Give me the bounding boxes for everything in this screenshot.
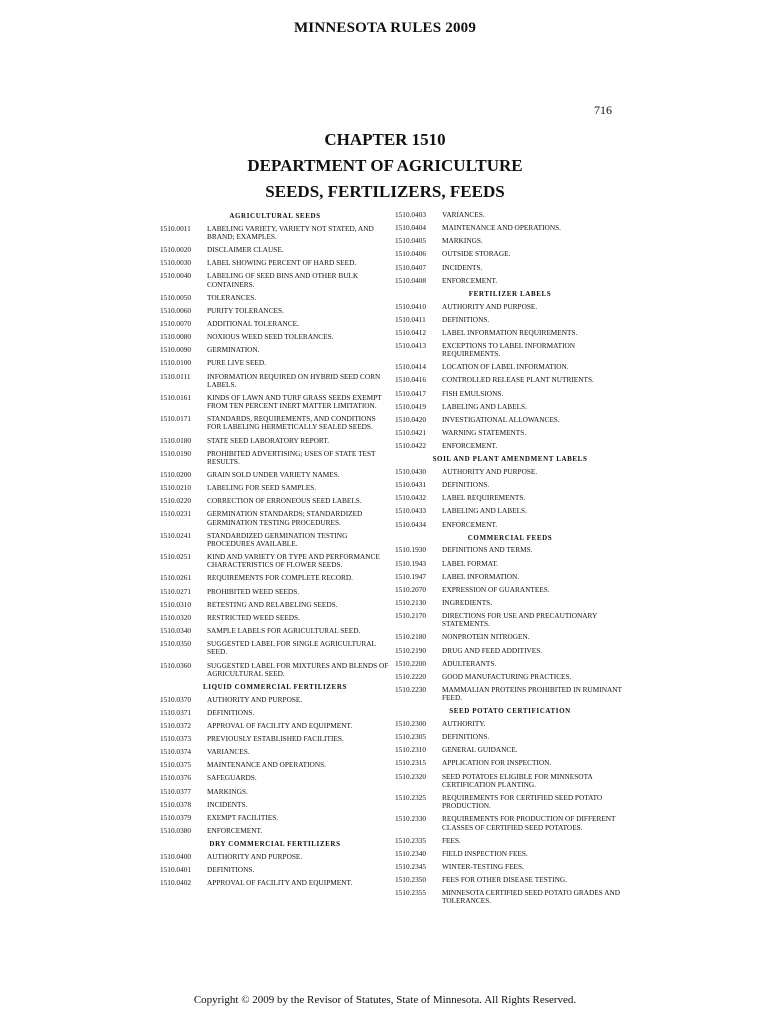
rule-number: 1510.2170 bbox=[395, 611, 427, 621]
rule-number: 1510.0400 bbox=[160, 851, 192, 861]
rule-entry bbox=[395, 416, 625, 424]
rule-title: LABELING AND LABELS. bbox=[442, 506, 527, 516]
rule-title: KIND AND VARIETY OR TYPE AND PERFORMANCE CHARACTERISTICS OF FLOWER SEEDS. bbox=[207, 552, 380, 570]
rule-entry bbox=[395, 599, 625, 607]
rule-entry bbox=[160, 853, 390, 861]
rule-number: 1510.0377 bbox=[160, 786, 192, 796]
rule-title: FEES. bbox=[442, 835, 461, 845]
rule-number: 1510.0434 bbox=[395, 519, 427, 529]
rule-number: 1510.0210 bbox=[160, 483, 192, 493]
rule-entry bbox=[395, 376, 625, 384]
rule-title: RETESTING AND RELABELING SEEDS. bbox=[207, 599, 338, 609]
rule-entry bbox=[160, 333, 390, 341]
rule-entry bbox=[395, 363, 625, 371]
rule-number: 1510.0161 bbox=[160, 392, 192, 402]
rule-number: 1510.0402 bbox=[160, 878, 192, 888]
rule-number: 1510.0271 bbox=[160, 586, 192, 596]
rule-number: 1510.2300 bbox=[395, 719, 427, 729]
rule-title: ENFORCEMENT. bbox=[442, 275, 498, 285]
rule-number: 1510.0040 bbox=[160, 271, 192, 281]
rule-title: LABEL INFORMATION. bbox=[442, 571, 520, 581]
rule-title: LABELING VARIETY, VARIETY NOT STATED, AND BRAND; EXAMPLES. bbox=[207, 223, 374, 241]
rule-entry bbox=[395, 303, 625, 311]
rule-number: 1510.0431 bbox=[395, 480, 427, 490]
rule-entry bbox=[160, 601, 390, 609]
rule-entry bbox=[160, 394, 390, 410]
rule-number: 1510.2345 bbox=[395, 861, 427, 871]
rule-number: 1510.2200 bbox=[395, 658, 427, 668]
rule-number: 1510.0070 bbox=[160, 318, 192, 328]
rule-entry bbox=[160, 471, 390, 479]
rule-title: NOXIOUS WEED SEED TOLERANCES. bbox=[207, 332, 334, 342]
rule-title: SEED POTATOES ELIGIBLE FOR MINNESOTA CERTIFICATION PLANTING. bbox=[442, 771, 593, 789]
rule-title: STATE SEED LABORATORY REPORT. bbox=[207, 435, 330, 445]
rule-entry bbox=[160, 814, 390, 822]
rule-entry bbox=[160, 709, 390, 717]
rule-title: MAINTENANCE AND OPERATIONS. bbox=[207, 760, 326, 770]
rule-title: EXCEPTIONS TO LABEL INFORMATION REQUIREMENTS. bbox=[442, 340, 576, 359]
rule-title: AUTHORITY AND PURPOSE. bbox=[442, 467, 538, 476]
rule-number: 1510.0241 bbox=[160, 530, 192, 540]
rule-title: EXPRESSION OF GUARANTEES. bbox=[442, 584, 550, 594]
rule-title: GERMINATION STANDARDS; STANDARDIZED GERMINATION TESTING PROCEDURES. bbox=[207, 509, 363, 527]
rule-number: 1510.0430 bbox=[395, 467, 427, 476]
rule-entry bbox=[160, 748, 390, 756]
rule-number: 1510.2335 bbox=[395, 835, 427, 845]
section-heading: SEED POTATO CERTIFICATION bbox=[449, 707, 571, 716]
rule-entry bbox=[160, 359, 390, 367]
section-heading: COMMERCIAL FEEDS bbox=[467, 533, 553, 542]
rule-title: KINDS OF LAWN AND TURF GRASS SEEDS EXEMPT FROM TEN PERCENT INERT MATTER LIMITATION. bbox=[207, 392, 382, 411]
rule-entry bbox=[160, 320, 390, 328]
rule-number: 1510.0200 bbox=[160, 470, 192, 480]
rule-number: 1510.0407 bbox=[395, 262, 427, 272]
rule-number: 1510.0405 bbox=[395, 236, 427, 246]
rule-number: 1510.2330 bbox=[395, 814, 427, 824]
rule-title: ENFORCEMENT. bbox=[207, 825, 263, 835]
rule-number: 1510.1943 bbox=[395, 558, 427, 568]
rule-title: REQUIREMENTS FOR PRODUCTION OF DIFFERENT CLASSES OF CERTIFIED SEED POTATOES. bbox=[442, 814, 616, 832]
rule-entry bbox=[395, 720, 625, 728]
chapter-subject: SEEDS, FERTILIZERS, FEEDS bbox=[265, 182, 505, 201]
rule-entry bbox=[395, 837, 625, 845]
rule-entry bbox=[395, 686, 625, 702]
rule-number: 1510.0419 bbox=[395, 401, 427, 411]
rule-number: 1510.0380 bbox=[160, 825, 192, 835]
rule-number: 1510.0372 bbox=[160, 720, 192, 730]
section-heading: AGRICULTURAL SEEDS bbox=[229, 212, 321, 220]
rule-entry bbox=[395, 673, 625, 681]
rule-entry bbox=[160, 879, 390, 887]
rule-entry bbox=[395, 633, 625, 641]
rule-number: 1510.2315 bbox=[395, 758, 427, 768]
rule-entry bbox=[160, 532, 390, 548]
rule-number: 1510.2305 bbox=[395, 732, 427, 742]
chapter-department: DEPARTMENT OF AGRICULTURE bbox=[247, 156, 523, 175]
rule-title: PROHIBITED WEED SEEDS. bbox=[207, 586, 300, 596]
rule-entry bbox=[395, 468, 625, 476]
rule-entry bbox=[395, 429, 625, 437]
chapter-heading bbox=[0, 127, 770, 205]
rule-number: 1510.0433 bbox=[395, 506, 427, 516]
rule-number: 1510.0100 bbox=[160, 358, 192, 368]
rule-title: REQUIREMENTS FOR COMPLETE RECORD. bbox=[207, 573, 353, 583]
rule-entry bbox=[395, 733, 625, 741]
rule-entry bbox=[395, 521, 625, 529]
rule-entry bbox=[160, 866, 390, 874]
rule-title: APPLICATION FOR INSPECTION. bbox=[442, 758, 552, 768]
rule-title: WARNING STATEMENTS. bbox=[442, 428, 527, 438]
rule-number: 1510.0220 bbox=[160, 496, 192, 506]
rule-entry bbox=[395, 237, 625, 245]
rule-title: INFORMATION REQUIRED ON HYBRID SEED CORN LABELS. bbox=[207, 371, 381, 389]
rule-title: LABEL REQUIREMENTS. bbox=[442, 493, 526, 503]
rule-number: 1510.0370 bbox=[160, 694, 192, 704]
rule-entry bbox=[160, 614, 390, 622]
rule-title: FEES FOR OTHER DISEASE TESTING. bbox=[442, 875, 567, 885]
rule-entry bbox=[395, 390, 625, 398]
rule-entry bbox=[160, 627, 390, 635]
rule-number: 1510.0422 bbox=[395, 441, 427, 451]
rule-entry bbox=[160, 373, 390, 389]
rule-title: NONPROTEIN NITROGEN. bbox=[442, 632, 530, 642]
rule-number: 1510.2310 bbox=[395, 745, 427, 755]
rule-title: CORRECTION OF ERRONEOUS SEED LABELS. bbox=[207, 496, 362, 506]
rule-number: 1510.0180 bbox=[160, 435, 192, 445]
rule-title: SAFEGUARDS. bbox=[207, 773, 257, 783]
rule-entry bbox=[160, 735, 390, 743]
rule-entry bbox=[395, 342, 625, 358]
rule-entry bbox=[395, 250, 625, 258]
rule-title: VARIANCES. bbox=[207, 747, 250, 757]
rule-number: 1510.0360 bbox=[160, 660, 192, 670]
rule-title: STANDARDS, REQUIREMENTS, AND CONDITIONS FOR LABELING HERMETICALLY SEALED SEEDS. bbox=[207, 414, 376, 432]
rule-entry bbox=[395, 660, 625, 668]
rule-title: INGREDIENTS. bbox=[442, 597, 493, 607]
rule-number: 1510.0412 bbox=[395, 327, 427, 337]
rule-title: ADULTERANTS. bbox=[442, 658, 497, 668]
rule-title: MAINTENANCE AND OPERATIONS. bbox=[442, 223, 561, 233]
rule-title: DRUG AND FEED ADDITIVES. bbox=[442, 645, 543, 655]
rule-title: PURE LIVE SEED. bbox=[207, 358, 266, 368]
rule-title: VARIANCES. bbox=[442, 210, 485, 219]
rule-title: LOCATION OF LABEL INFORMATION. bbox=[442, 362, 569, 372]
rule-entry bbox=[160, 294, 390, 302]
rule-title: DIRECTIONS FOR USE AND PRECAUTIONARY STATEMENTS. bbox=[442, 611, 598, 629]
rule-title: SUGGESTED LABEL FOR SINGLE AGRICULTURAL SEED. bbox=[207, 639, 376, 657]
rule-title: ENFORCEMENT. bbox=[442, 441, 498, 451]
rule-entry bbox=[160, 696, 390, 704]
rule-entry bbox=[160, 307, 390, 315]
rule-title: DEFINITIONS. bbox=[442, 732, 490, 742]
rule-title: LABEL FORMAT. bbox=[442, 558, 498, 568]
chapter-number: CHAPTER 1510 bbox=[324, 130, 446, 149]
rule-entry bbox=[395, 442, 625, 450]
rule-entry bbox=[160, 497, 390, 505]
section-heading: SOIL AND PLANT AMENDMENT LABELS bbox=[432, 455, 588, 464]
rule-entry bbox=[395, 746, 625, 754]
rule-title: RESTRICTED WEED SEEDS. bbox=[207, 612, 300, 622]
rule-number: 1510.0421 bbox=[395, 428, 427, 438]
rule-entry bbox=[395, 264, 625, 272]
rule-number: 1510.0416 bbox=[395, 375, 427, 385]
rule-title: DEFINITIONS. bbox=[442, 314, 490, 324]
rule-title: MAMMALIAN PROTEINS PROHIBITED IN RUMINANT FEED. bbox=[442, 685, 622, 703]
rule-title: AUTHORITY AND PURPOSE. bbox=[207, 851, 303, 861]
rule-number: 1510.0413 bbox=[395, 340, 427, 350]
rule-title: DISCLAIMER CLAUSE. bbox=[207, 245, 284, 255]
rule-number: 1510.0401 bbox=[160, 864, 192, 874]
rule-entry bbox=[160, 640, 390, 656]
rule-title: GERMINATION. bbox=[207, 345, 260, 355]
rule-entry bbox=[395, 850, 625, 858]
rule-number: 1510.0414 bbox=[395, 362, 427, 372]
rule-number: 1510.0340 bbox=[160, 626, 192, 636]
rule-number: 1510.0403 bbox=[395, 210, 427, 219]
rule-number: 1510.0410 bbox=[395, 301, 427, 311]
rule-entry bbox=[160, 662, 390, 678]
rule-title: PREVIOUSLY ESTABLISHED FACILITIES. bbox=[207, 734, 344, 743]
rule-entry bbox=[395, 612, 625, 628]
rule-number: 1510.0373 bbox=[160, 734, 192, 743]
rule-number: 1510.0251 bbox=[160, 552, 192, 562]
rule-number: 1510.2180 bbox=[395, 632, 427, 642]
rule-title: GOOD MANUFACTURING PRACTICES. bbox=[442, 671, 572, 681]
rule-entry bbox=[395, 329, 625, 337]
rule-number: 1510.0190 bbox=[160, 448, 192, 458]
rule-title: DEFINITIONS AND TERMS. bbox=[442, 545, 533, 555]
rule-number: 1510.0060 bbox=[160, 305, 192, 315]
rule-title: EXEMPT FACILITIES. bbox=[207, 812, 279, 822]
rule-title: CONTROLLED RELEASE PLANT NUTRIENTS. bbox=[442, 375, 594, 385]
rule-title: STANDARDIZED GERMINATION TESTING PROCEDURES AVAILABLE. bbox=[207, 530, 348, 548]
rule-title: DEFINITIONS. bbox=[207, 864, 255, 874]
rule-entry bbox=[160, 450, 390, 466]
rule-number: 1510.2350 bbox=[395, 875, 427, 885]
rule-entry bbox=[395, 573, 625, 581]
rule-title: LABELING FOR SEED SAMPLES. bbox=[207, 483, 317, 493]
rule-number: 1510.2340 bbox=[395, 848, 427, 858]
rule-entry bbox=[160, 553, 390, 569]
rule-number: 1510.0030 bbox=[160, 258, 192, 268]
rule-number: 1510.0408 bbox=[395, 275, 427, 285]
rule-entry bbox=[160, 346, 390, 354]
rule-entry bbox=[160, 788, 390, 796]
rule-number: 1510.0417 bbox=[395, 388, 427, 398]
rule-title: APPROVAL OF FACILITY AND EQUIPMENT. bbox=[207, 720, 353, 730]
rule-number: 1510.2220 bbox=[395, 671, 427, 681]
section-heading: FERTILIZER LABELS bbox=[468, 289, 552, 298]
rule-entry bbox=[395, 560, 625, 568]
rule-number: 1510.0411 bbox=[395, 314, 426, 324]
rule-number: 1510.0090 bbox=[160, 345, 192, 355]
rule-number: 1510.1947 bbox=[395, 571, 427, 581]
rule-entry bbox=[160, 722, 390, 730]
section-heading: DRY COMMERCIAL FERTILIZERS bbox=[209, 840, 341, 849]
rule-title: LABEL INFORMATION REQUIREMENTS. bbox=[442, 327, 578, 337]
rule-number: 1510.0020 bbox=[160, 245, 192, 255]
rule-title: MINNESOTA CERTIFIED SEED POTATO GRADES AND TOLERANCES. bbox=[442, 888, 621, 906]
rule-number: 1510.0379 bbox=[160, 812, 192, 822]
rule-title: INCIDENTS. bbox=[442, 262, 483, 272]
rule-title: AUTHORITY. bbox=[442, 719, 486, 729]
rule-number: 1510.2325 bbox=[395, 792, 427, 802]
rule-title: INVESTIGATIONAL ALLOWANCES. bbox=[442, 414, 560, 424]
rule-title: SUGGESTED LABEL FOR MIXTURES AND BLENDS OF AGRICULTURAL SEED. bbox=[207, 660, 389, 678]
rule-entry bbox=[395, 759, 625, 767]
rule-title: FIELD INSPECTION FEES. bbox=[442, 848, 528, 858]
rule-entry bbox=[160, 761, 390, 769]
rule-title: APPROVAL OF FACILITY AND EQUIPMENT. bbox=[207, 878, 353, 888]
rule-title: AUTHORITY AND PURPOSE. bbox=[207, 694, 303, 704]
rule-number: 1510.1930 bbox=[395, 545, 427, 555]
rule-title: TOLERANCES. bbox=[207, 292, 257, 302]
rule-number: 1510.0406 bbox=[395, 249, 427, 259]
rule-entry bbox=[160, 437, 390, 445]
rule-number: 1510.0374 bbox=[160, 747, 192, 757]
rule-number: 1510.0231 bbox=[160, 509, 192, 519]
running-title: MINNESOTA RULES 2009 bbox=[293, 20, 477, 36]
rule-title: PURITY TOLERANCES. bbox=[207, 305, 284, 315]
rule-entry bbox=[395, 794, 625, 810]
section-heading: LIQUID COMMERCIAL FERTILIZERS bbox=[203, 682, 347, 691]
rule-entry bbox=[395, 546, 625, 554]
rule-number: 1510.0310 bbox=[160, 599, 192, 609]
rule-number: 1510.2230 bbox=[395, 685, 427, 695]
rule-title: ENFORCEMENT. bbox=[442, 519, 498, 529]
rule-title: GENERAL GUIDANCE. bbox=[442, 745, 518, 755]
rule-entry bbox=[395, 507, 625, 515]
rule-number: 1510.0371 bbox=[160, 707, 192, 717]
rule-title: REQUIREMENTS FOR CERTIFIED SEED POTATO PRODUCTION. bbox=[442, 792, 603, 811]
rule-title: MARKINGS. bbox=[207, 786, 248, 796]
rule-title: OUTSIDE STORAGE. bbox=[442, 249, 511, 259]
rule-entry bbox=[395, 815, 625, 831]
rule-title: MARKINGS. bbox=[442, 236, 483, 246]
rule-entry bbox=[395, 224, 625, 232]
rule-title: PROHIBITED ADVERTISING; USES OF STATE TEST RESULTS. bbox=[207, 448, 376, 466]
rule-entry bbox=[160, 415, 390, 431]
rule-entry bbox=[395, 277, 625, 285]
copyright-footer: Copyright © 2009 by the Revisor of Statutes, State of Minnesota. All Rights Reserved. bbox=[193, 994, 577, 1006]
rule-entry bbox=[395, 863, 625, 871]
rule-entry bbox=[160, 259, 390, 267]
page-number: 716 bbox=[594, 103, 612, 117]
rule-entry bbox=[395, 889, 625, 905]
rule-entry bbox=[160, 801, 390, 809]
rule-number: 1510.2130 bbox=[395, 597, 427, 607]
rule-title: AUTHORITY AND PURPOSE. bbox=[442, 301, 538, 311]
rule-number: 1510.0080 bbox=[160, 332, 192, 342]
rule-entry bbox=[160, 588, 390, 596]
rule-entry bbox=[160, 225, 390, 241]
rule-entry bbox=[160, 510, 390, 526]
rule-number: 1510.0404 bbox=[395, 223, 427, 233]
rule-title: SAMPLE LABELS FOR AGRICULTURAL SEED. bbox=[207, 626, 361, 636]
rule-number: 1510.0432 bbox=[395, 493, 427, 503]
right-column bbox=[395, 211, 625, 911]
rule-number: 1510.0111 bbox=[160, 371, 191, 381]
rule-entry bbox=[160, 774, 390, 782]
rule-title: LABELING OF SEED BINS AND OTHER BULK CONTAINERS. bbox=[207, 271, 359, 289]
rule-entry bbox=[160, 574, 390, 582]
rule-entry bbox=[395, 481, 625, 489]
rule-number: 1510.0378 bbox=[160, 799, 192, 809]
rule-number: 1510.0375 bbox=[160, 760, 192, 770]
rule-entry bbox=[160, 484, 390, 492]
rule-number: 1510.2355 bbox=[395, 888, 427, 898]
rule-title: DEFINITIONS. bbox=[442, 480, 490, 490]
rule-title: DEFINITIONS. bbox=[207, 707, 255, 717]
rule-title: FISH EMULSIONS. bbox=[442, 388, 504, 398]
rule-number: 1510.0320 bbox=[160, 612, 192, 622]
rule-entry bbox=[395, 211, 625, 219]
rule-number: 1510.2070 bbox=[395, 584, 427, 594]
rule-number: 1510.0376 bbox=[160, 773, 192, 783]
rule-entry bbox=[395, 316, 625, 324]
rule-entry bbox=[160, 246, 390, 254]
rule-number: 1510.0420 bbox=[395, 414, 427, 424]
rule-entry bbox=[395, 773, 625, 789]
rule-entry bbox=[395, 494, 625, 502]
rule-number: 1510.2190 bbox=[395, 645, 427, 655]
rule-title: WINTER-TESTING FEES. bbox=[442, 861, 524, 871]
rule-entry bbox=[160, 827, 390, 835]
rule-number: 1510.0261 bbox=[160, 573, 192, 583]
rule-number: 1510.0350 bbox=[160, 639, 192, 649]
rule-title: ADDITIONAL TOLERANCE. bbox=[207, 318, 299, 328]
rule-number: 1510.2320 bbox=[395, 771, 427, 781]
rule-entry bbox=[395, 647, 625, 655]
rule-entry bbox=[395, 876, 625, 884]
rule-number: 1510.0050 bbox=[160, 292, 192, 302]
rule-entry bbox=[395, 403, 625, 411]
rule-title: LABEL SHOWING PERCENT OF HARD SEED. bbox=[207, 258, 357, 268]
rule-title: INCIDENTS. bbox=[207, 799, 248, 809]
rule-number: 1510.0171 bbox=[160, 414, 192, 424]
rule-number: 1510.0011 bbox=[160, 223, 191, 233]
rule-entry bbox=[395, 586, 625, 594]
rule-entry bbox=[160, 272, 390, 288]
left-column bbox=[160, 211, 390, 892]
rule-title: LABELING AND LABELS. bbox=[442, 401, 527, 411]
rule-title: GRAIN SOLD UNDER VARIETY NAMES. bbox=[207, 470, 340, 480]
